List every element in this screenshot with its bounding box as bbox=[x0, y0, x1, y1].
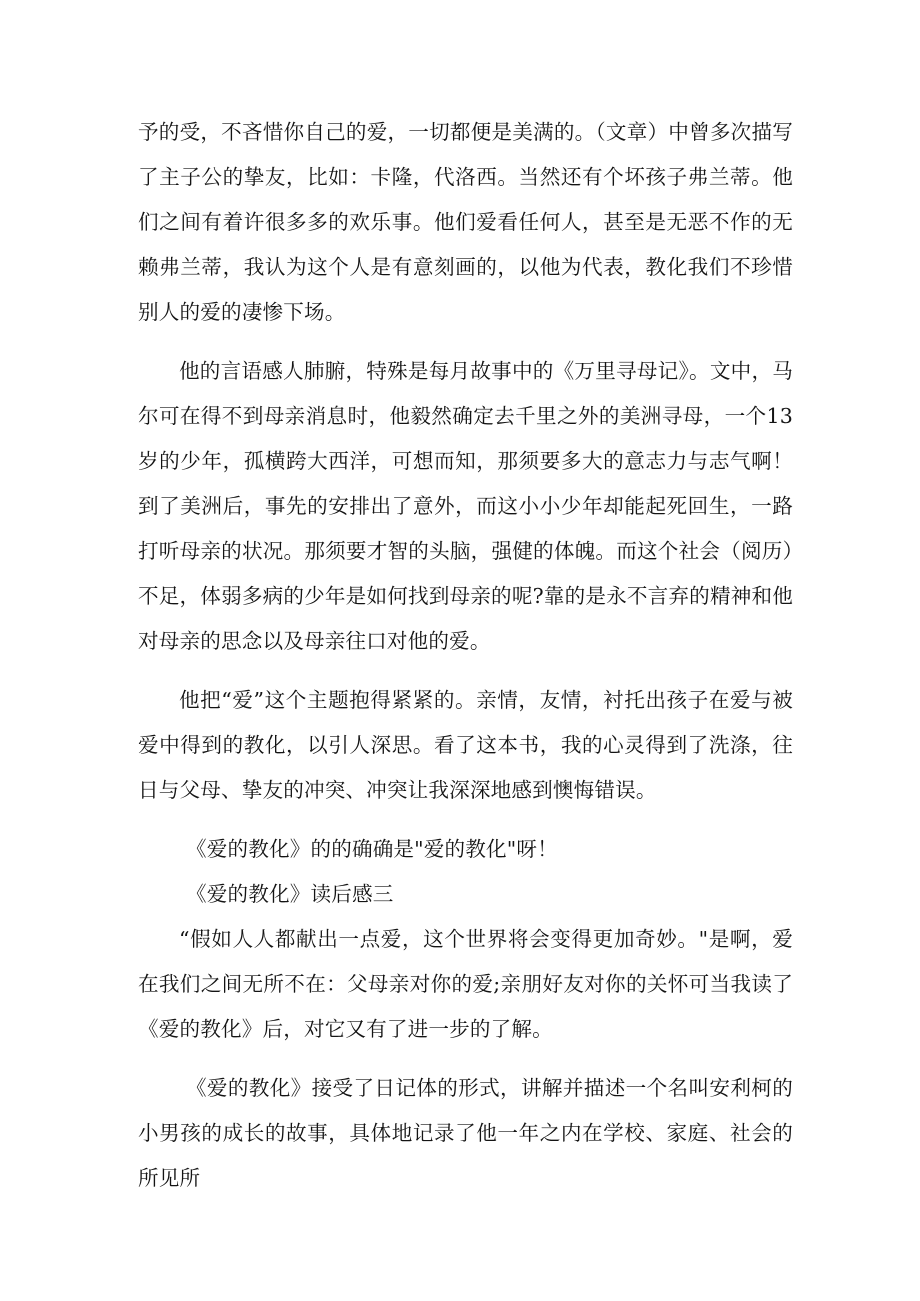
paragraph-5: “假如人人都献出一点爱，这个世界将会变得更加奇妙。"是啊，爱在我们之间无所不在：父母亲对你的爱;亲朋好友对你的关怀可当我读了《爱的教化》后，对它又有了进一步的了解。 bbox=[138, 927, 793, 1041]
document-body bbox=[138, 110, 793, 1215]
paragraph-4: 《爱的教化》的的确确是"爱的教化"呀！ bbox=[186, 837, 558, 861]
paragraph-1: 予的受，不吝惜你自己的爱，一切都便是美满的。（文章）中曾多次描写了主子公的挚友，比如：卡隆，代洛西。当然还有个坏孩子弗兰蒂。他们之间有着许很多多的欢乐事。他们爱看任何人，甚至是无恶不作的无赖弗兰蒂，我认为这个人是有意刻画的，以他为代表，教化我们不珍惜别人的爱的凄惨下场。 bbox=[138, 120, 793, 324]
paragraph-6: 《爱的教化》接受了日记体的形式，讲解并描述一个名叫安利柯的小男孩的成长的故事，具体地记录了他一年之内在学校、家庭、社会的所见所 bbox=[138, 1076, 793, 1190]
paragraph-2: 他的言语感人肺腑，特殊是每月故事中的《万里寻母记》。文中，马尔可在得不到母亲消息时，他毅然确定去千里之外的美洲寻母，一个13岁的少年，孤横跨大西洋，可想而知，那须要多大的意志力与志气啊！到了美洲后，事先的安排出了意外，而这小小少年却能起死回生，一路打听母亲的状况。那须要才智的头脑，强健的体魄。而这个社会（阅历）不足，体弱多病的少年是如何找到母亲的呢?靠的是永不言弃的精神和他对母亲的思念以及母亲往口对他的爱。 bbox=[138, 359, 793, 653]
section-heading: 《爱的教化》读后感三 bbox=[186, 882, 394, 906]
paragraph-3: 他把“爱”这个主题抱得紧紧的。亲情，友情，衬托出孩子在爱与被爱中得到的教化，以引人深思。看了这本书，我的心灵得到了洗涤，往日与父母、挚友的冲突、冲突让我深深地感到懊悔错误。 bbox=[138, 688, 793, 802]
